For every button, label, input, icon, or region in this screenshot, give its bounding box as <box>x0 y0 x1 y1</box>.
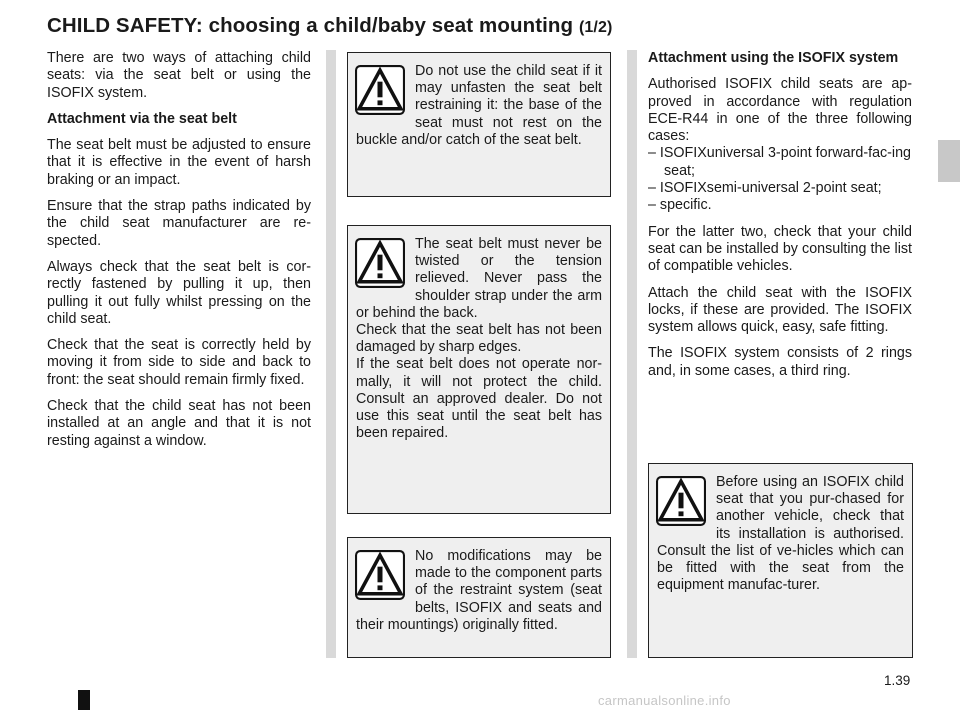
page-edge-marker <box>78 690 90 710</box>
column-divider-left <box>326 50 336 658</box>
seat-belt-paragraph: The seat belt must be adjusted to ensure that it is effective in the event of harsh braking or an impact. <box>47 137 311 188</box>
check-held-paragraph: Check that the seat is correctly held by moving it from side to side and back to front: the seat should remain firmly fixed. <box>47 337 311 388</box>
warning-box-isofix <box>648 463 913 658</box>
warning-triangle-icon <box>355 238 405 288</box>
isofix-rings-paragraph: The ISOFIX system consists of 2 rings and, in some cases, a third ring. <box>648 345 912 379</box>
warning-text: No modifications may be made to the component parts of the restraint system (seat belts, ISOFIX and seats and their mountings) originally fitted. <box>356 548 602 633</box>
list-item: – specific. <box>648 197 712 214</box>
right-column <box>648 50 912 389</box>
warning-text: The seat belt must never be twisted or the tension relieved. Never pass the shoulder strap under the arm or behind the back. <box>356 236 602 321</box>
isofix-locks-paragraph: Attach the child seat with the ISOFIX locks, if these are provided. The ISOFIX system allows quick, easy, safe fitting. <box>648 284 912 336</box>
warning-text: If the seat belt does not operate nor-mally, it will not protect the child. Consult an approved dealer. Do not use this seat until the seat belt has been repaired. <box>356 356 602 442</box>
check-angle-paragraph: Check that the child seat has not been installed at an angle and that it is not resting against a window. <box>47 398 311 449</box>
warning-text: Do not use the child seat if it may unfasten the seat belt restraining it: the base of the seat must not rest on the buckle and/or catch of the seat belt. <box>356 63 602 148</box>
warning-box-unfasten <box>347 52 611 197</box>
compatible-vehicles-paragraph: For the latter two, check that your child seat can be installed by consulting the list of compatible vehicles. <box>648 223 912 275</box>
strap-paths-paragraph: Ensure that the strap paths indicated by the child seat manufacturer are re-spected. <box>47 198 311 249</box>
column-divider-right <box>627 50 637 658</box>
isofix-cases-list <box>648 145 912 214</box>
intro-paragraph: There are two ways of attaching child seats: via the seat belt or using the ISOFIX system. <box>47 50 311 101</box>
check-fastened-paragraph: Always check that the seat belt is cor-rectly fastened by pulling it up, then pulling it out fully whilst pressing on the child seat. <box>47 258 311 327</box>
warning-triangle-icon <box>656 476 706 526</box>
page-number: 1.39 <box>884 673 911 688</box>
warning-text: Check that the seat belt has not been damaged by sharp edges. <box>356 322 602 356</box>
page-part-indicator: (1/2) <box>578 19 613 36</box>
seat-belt-heading: Attachment via the seat belt <box>47 110 237 127</box>
list-item: – ISOFIXuniversal 3-point forward-fac-ing seat; <box>648 145 912 179</box>
page-title <box>47 14 612 38</box>
warning-box-modifications <box>347 537 611 658</box>
warning-triangle-icon <box>355 550 405 600</box>
isofix-heading: Attachment using the ISOFIX system <box>648 50 899 66</box>
warning-triangle-icon <box>355 65 405 115</box>
watermark: carmanualsonline.info <box>598 693 731 708</box>
warning-text: Before using an ISOFIX child seat that you pur-chased for another vehicle, check that its installation is authorised. Consult the list of ve-hicles which can be fitted with the seat from the equipment manufac-turer. <box>657 474 904 594</box>
section-tab-marker <box>938 140 960 182</box>
isofix-intro-paragraph: Authorised ISOFIX child seats are ap-proved in accordance with regulation ECE-R44 in one of the three following cases: <box>648 76 912 145</box>
left-column <box>47 50 311 459</box>
list-item: – ISOFIXsemi-universal 2-point seat; <box>648 180 882 197</box>
warning-box-seat-belt <box>347 225 611 514</box>
page-title-text: CHILD SAFETY: choosing a child/baby seat mounting <box>47 14 574 37</box>
